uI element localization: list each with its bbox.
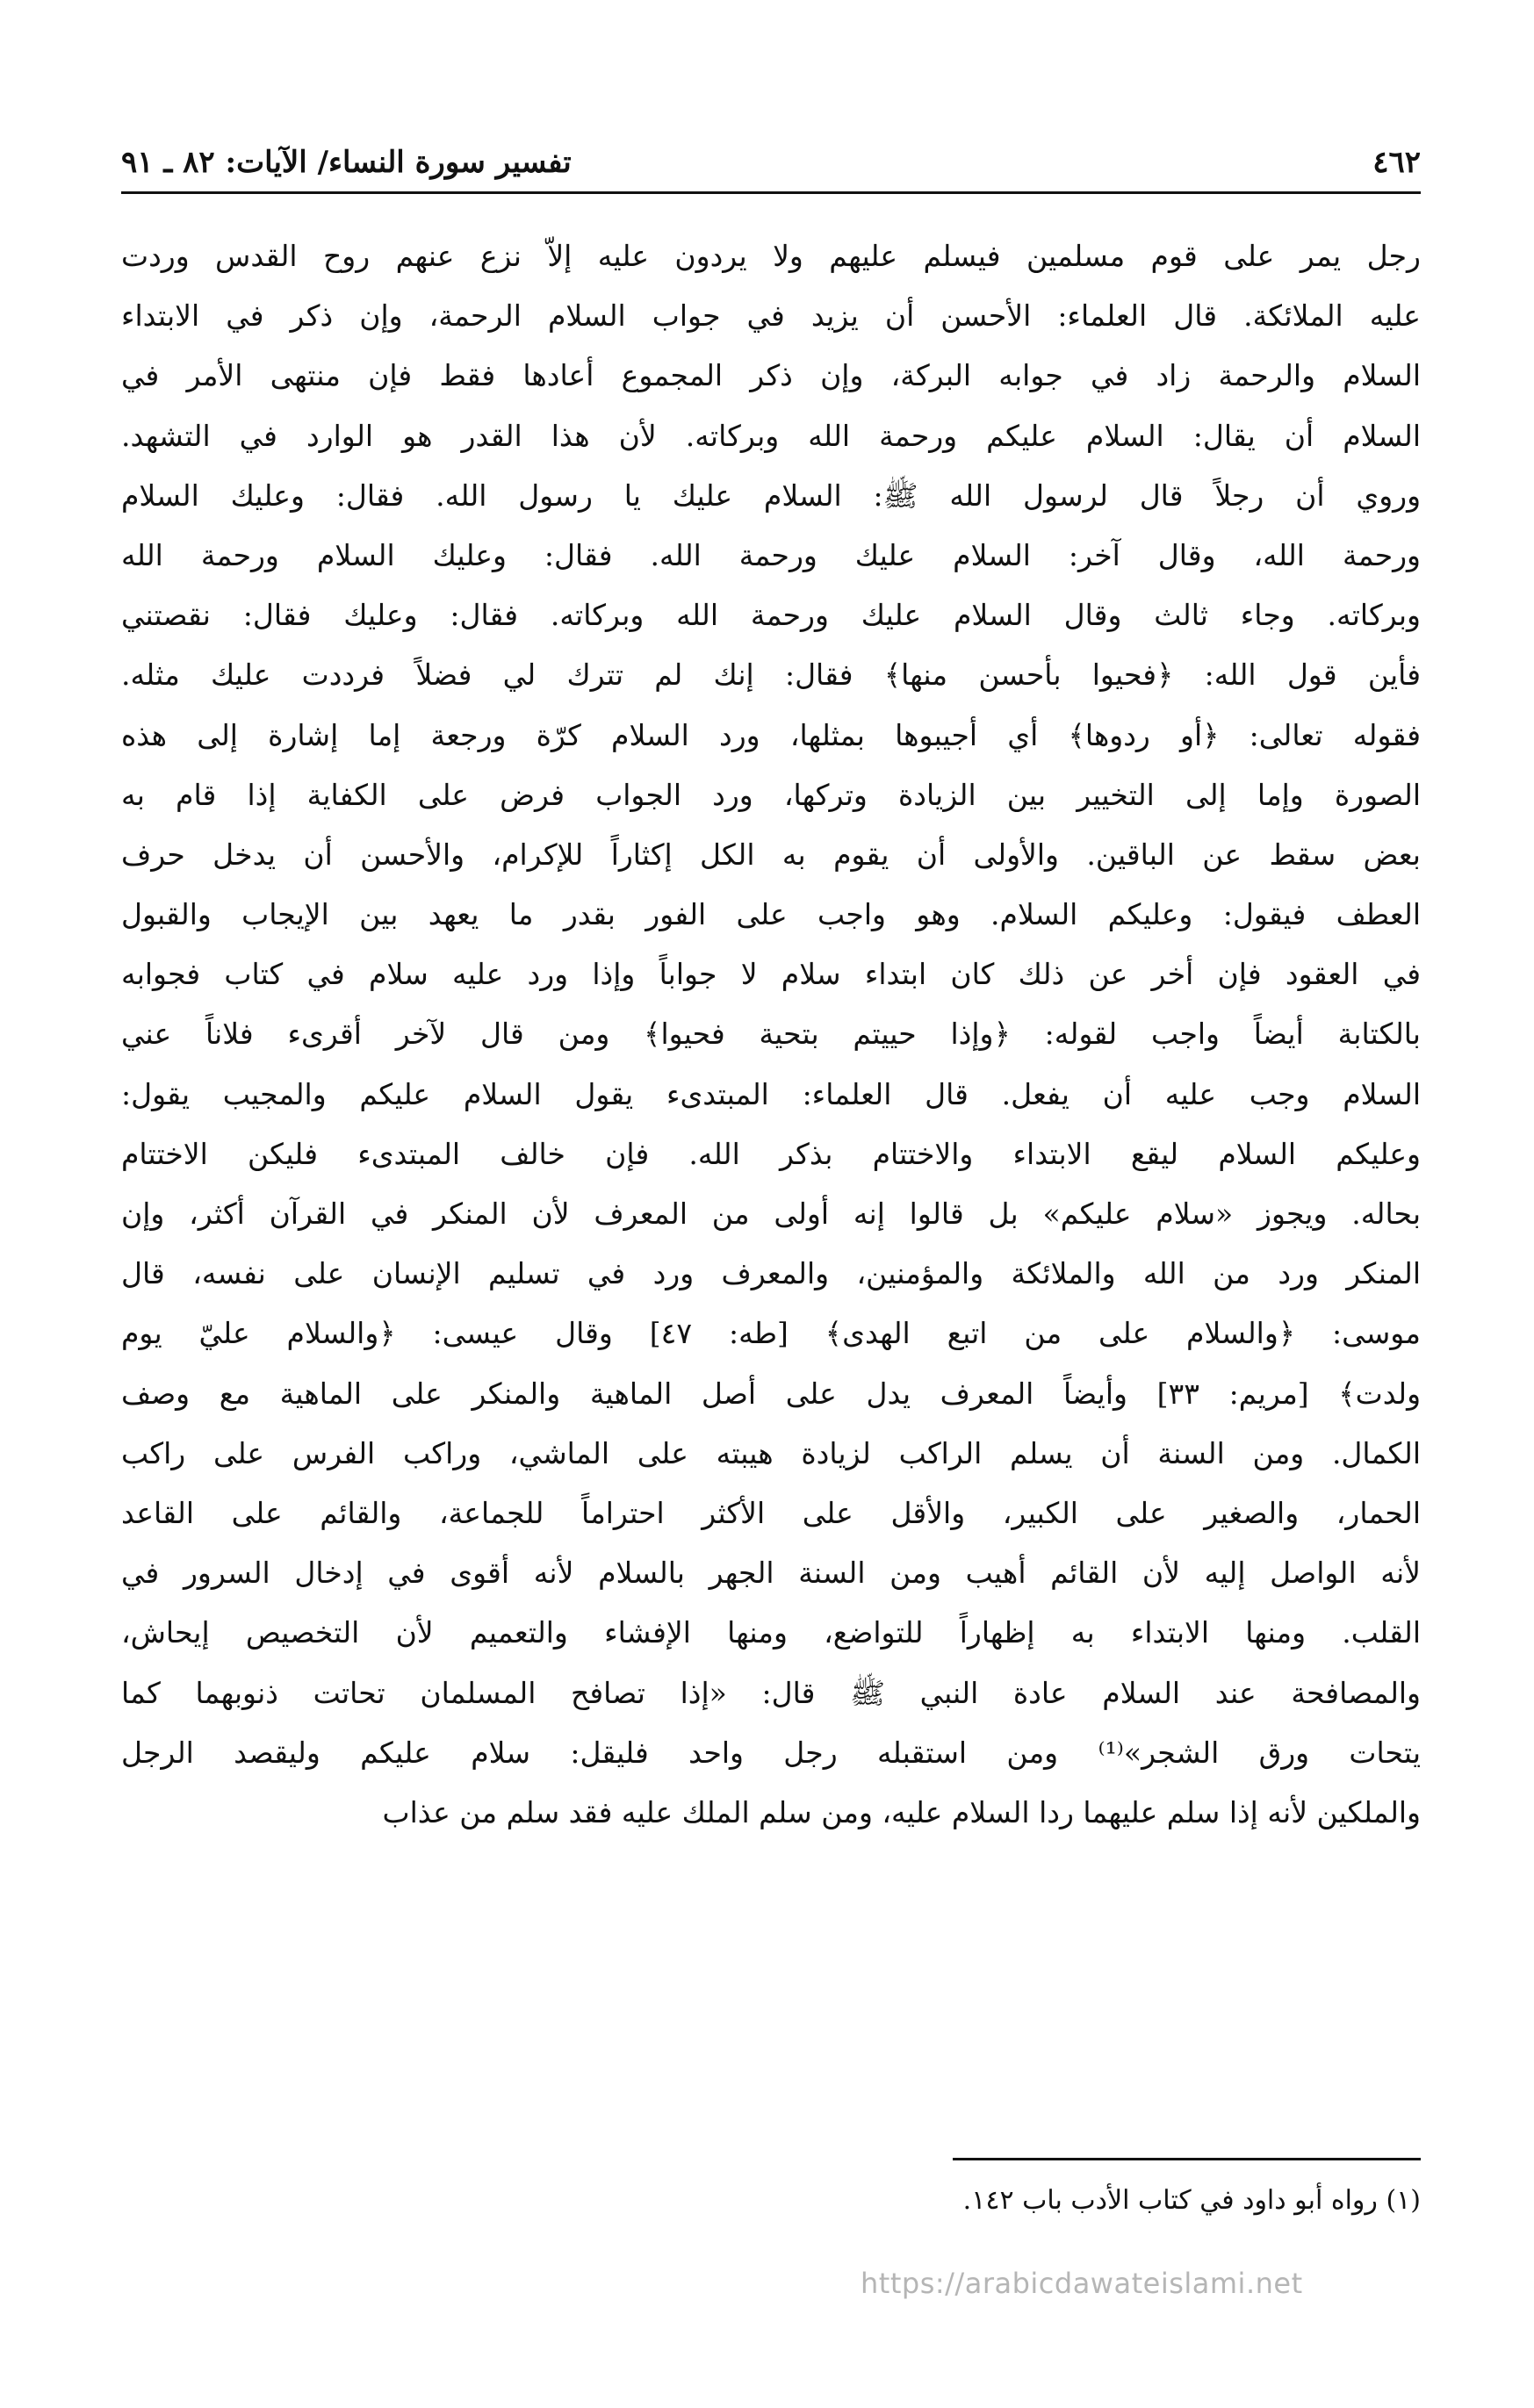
text-line: العطف فيقول: وعليكم السلام. وهو واجب على الفور بقدر ما يعهد بين الإيجاب والقبول (121, 897, 1421, 932)
text-line: والمصافحة عند السلام عادة النبي ﷺ قال: «إذا تصافح المسلمان تحاتت ذنوبهما كما (121, 1675, 1421, 1710)
running-title: تفسير سورة النساء/ الآيات: ٨٢ ـ ٩١ (121, 145, 572, 180)
header-rule (121, 191, 1421, 194)
footnote: (١) رواه أبو داود في كتاب الأدب باب ١٤٢. (962, 2185, 1421, 2216)
text-line: السلام أن يقال: السلام عليكم ورحمة الله وبركاته. لأن هذا القدر هو الوارد في التشهد. (121, 418, 1421, 453)
text-line: لأنه الواصل إليه لأن القائم أهيب ومن السنة الجهر بالسلام لأنه أقوى في إدخال السرور في (121, 1556, 1421, 1591)
text-line: الحمار، والصغير على الكبير، والأقل على الأكثر احتراماً للجماعة، والقائم على القاعد (121, 1495, 1421, 1530)
page-number: ٤٦٢ (1372, 145, 1421, 180)
text-line: موسى: ﴿والسلام على من اتبع الهدى﴾ [طه: ٤٧] وقال عيسى: ﴿والسلام عليّ يوم (121, 1316, 1421, 1351)
text-line: والملكين لأنه إذا سلم عليهما ردا السلام عليه، ومن سلم الملك عليه فقد سلم من عذاب (382, 1794, 1421, 1829)
text-line: الكمال. ومن السنة أن يسلم الراكب لزيادة هيبته على الماشي، وراكب الفرس على راكب (121, 1435, 1421, 1470)
text-line: ورحمة الله، وقال آخر: السلام عليك ورحمة الله. فقال: وعليك السلام ورحمة الله (121, 537, 1421, 572)
text-line: عليه الملائكة. قال العلماء: الأحسن أن يزيد في جواب السلام الرحمة، وإن ذكر في الابتداء (121, 298, 1421, 334)
text-line: وروي أن رجلاً قال لرسول الله ﷺ: السلام عليك يا رسول الله. فقال: وعليك السلام (121, 478, 1421, 513)
footnote-rule (953, 2158, 1421, 2160)
text-line: ولدت﴾ [مريم: ٣٣] وأيضاً المعرف يدل على أصل الماهية والمنكر على الماهية مع وصف (121, 1376, 1421, 1411)
text-line: المنكر ورد من الله والملائكة والمؤمنين، والمعرف ورد في تسليم الإنسان على نفسه، قال (121, 1256, 1421, 1291)
text-line: يتحات ورق الشجر»⁽¹⁾ ومن استقبله رجل واحد فليقل: سلام عليكم وليقصد الرجل (121, 1735, 1421, 1770)
text-line: وبركاته. وجاء ثالث وقال السلام عليك ورحمة الله وبركاته. فقال: وعليك فقال: نقصتني (121, 598, 1421, 633)
text-line: بعض سقط عن الباقين. والأولى أن يقوم به الكل إكثاراً للإكرام، والأحسن أن يدخل حرف (121, 837, 1421, 872)
text-line: فأين قول الله: ﴿فحيوا بأحسن منها﴾ فقال: إنك لم تترك لي فضلاً فرددت عليك مثله. (121, 658, 1421, 693)
text-line: رجل يمر على قوم مسلمين فيسلم عليهم ولا يردون عليه إلاّ نزع عنهم روح القدس وردت (121, 239, 1421, 273)
text-line: فقوله تعالى: ﴿أو ردوها﴾ أي أجيبوها بمثلها، ورد السلام كرّة ورجعة إما إشارة إلى هذه (121, 717, 1421, 752)
text-line: في العقود فإن أخر عن ذلك كان ابتداء سلام لا جواباً وإذا ورد عليه سلام في كتاب فجوابه (121, 957, 1421, 992)
body-text (121, 226, 1421, 1843)
text-line: الصورة وإما إلى التخيير بين الزيادة وتركها، ورد الجواب فرض على الكفاية إذا قام به (121, 777, 1421, 812)
watermark-url: https://arabicdawateislami.net (861, 2267, 1303, 2300)
text-line: وعليكم السلام ليقع الابتداء والاختتام بذكر الله. فإن خالف المبتدىء فليكن الاختتام (121, 1136, 1421, 1171)
text-line: بالكتابة أيضاً واجب لقوله: ﴿وإذا حييتم بتحية فحيوا﴾ ومن قال لآخر أقرىء فلاناً عني (121, 1017, 1421, 1052)
page-header (121, 140, 1421, 184)
text-line: القلب. ومنها الابتداء به إظهاراً للتواضع، ومنها الإفشاء والتعميم لأن التخصيص إيحاش، (121, 1615, 1421, 1650)
text-line: السلام وجب عليه أن يفعل. قال العلماء: المبتدىء يقول السلام عليكم والمجيب يقول: (121, 1076, 1421, 1111)
text-line: السلام والرحمة زاد في جوابه البركة، وإن ذكر المجموع أعادها فقط فإن منتهى الأمر في (121, 358, 1421, 393)
text-line: بحاله. ويجوز «سلام عليكم» بل قالوا إنه أولى من المعرف لأن المنكر في القرآن أكثر، وإن (121, 1197, 1421, 1231)
